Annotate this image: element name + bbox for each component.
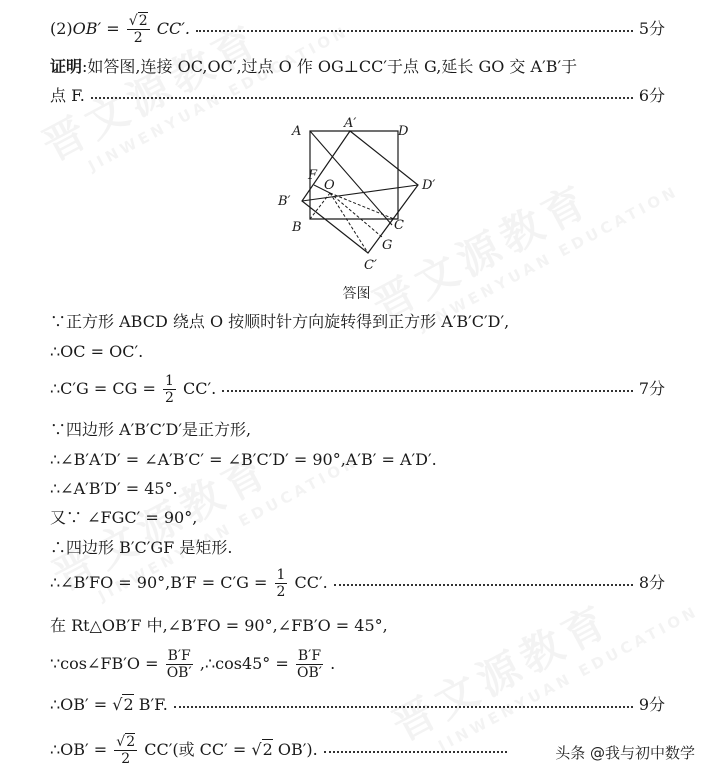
dot-leader: [324, 751, 507, 753]
label-b: B: [292, 220, 302, 235]
score-6: 6分: [638, 86, 665, 105]
proof-intro: 证明:如答图,连接 OC,OC′,过点 O 作 OG⊥CC′于点 G,延长 GO 交 A′B′于: [50, 57, 578, 76]
footer-credit: 头条 @我与初中数学: [551, 742, 699, 763]
solution-line-1: (2)OB′ = $\frac{√2}{2}$ CC′. 5分: [50, 12, 665, 46]
label-o: O: [324, 178, 335, 193]
label-d-prime: D′: [422, 178, 436, 193]
step-angles: ∴∠B′A′D′ = ∠A′B′C′ = ∠B′C′D′ = 90°,A′B′ = A′D′.: [50, 450, 437, 469]
step-45: ∴∠A′B′D′ = 45°.: [50, 479, 178, 498]
step-final: ∴OB′ = $\frac{√2}{2}$ CC′(或 CC′ = √2 OB′).: [50, 730, 513, 770]
fraction: $\frac{√2}{2}$: [128, 12, 148, 46]
step-rectangle: ∴四边形 B′C′GF 是矩形.: [50, 538, 233, 557]
square-a1b1c1d1: [302, 131, 418, 253]
label-a: A: [292, 124, 302, 139]
fraction: $\frac{B'F}{OB'}$: [166, 647, 192, 681]
fraction: $\frac{√2}{2}$: [116, 733, 136, 767]
step-rt-triangle: 在 Rt△OB′F 中,∠B′FO = 90°,∠FB′O = 45°,: [50, 616, 388, 635]
label-f: F: [308, 168, 318, 183]
label-c-prime: C′: [364, 258, 377, 273]
score-8: 8分: [638, 573, 665, 592]
dot-leader: [91, 97, 633, 99]
label-a-prime: A′: [344, 116, 357, 131]
fraction: $\frac{1}{2}$: [165, 372, 174, 406]
geometry-figure: [272, 113, 452, 293]
score-5: 5分: [638, 19, 665, 38]
step-ob1: ∴OB′ = √2 B′F. 9分: [50, 695, 665, 714]
segment-oc: [330, 193, 394, 219]
dot-leader: [174, 706, 633, 708]
score-7: 7分: [638, 379, 665, 398]
step-rotation: ∵正方形 ABCD 绕点 O 按顺时针方向旋转得到正方形 A′B′C′D′,: [50, 312, 510, 331]
step-fgc: 又∵ ∠FGC′ = 90°,: [50, 508, 198, 527]
fraction: $\frac{1}{2}$: [276, 566, 286, 600]
label-b-prime: B′: [278, 194, 291, 209]
dot-leader: [222, 390, 633, 392]
score-9: 9分: [638, 695, 665, 714]
label-d: D: [398, 124, 409, 139]
square-abcd: [310, 131, 398, 219]
label-c: C: [394, 218, 404, 233]
fraction: $\frac{B'F}{OB'}$: [297, 647, 322, 681]
proof-intro-cont: 点 F. 6分: [50, 86, 665, 105]
figure-caption: 答图: [342, 286, 371, 302]
step-oc-eq: ∴OC = OC′.: [50, 342, 144, 361]
step-b1f: ∴∠B′FO = 90°,B′F = C′G = $\frac{1}{2}$ CC′. 8分: [50, 566, 665, 600]
segment-og: [330, 193, 382, 237]
step-cg: ∴C′G = CG = $\frac{1}{2}$ CC′. 7分: [50, 372, 665, 406]
step-cos: ∵cos∠FB′O = $\frac{B'F}{OB'}$ ,∴cos45° = $\frac{B'F}{OB'}$ .: [50, 647, 336, 681]
dot-leader: [334, 584, 633, 586]
proof-label: 证明: [50, 57, 83, 76]
label-g: G: [382, 238, 393, 253]
step-square: ∵四边形 A′B′C′D′是正方形,: [50, 420, 252, 439]
segment-oc1: [330, 193, 368, 253]
dot-leader: [196, 30, 633, 32]
